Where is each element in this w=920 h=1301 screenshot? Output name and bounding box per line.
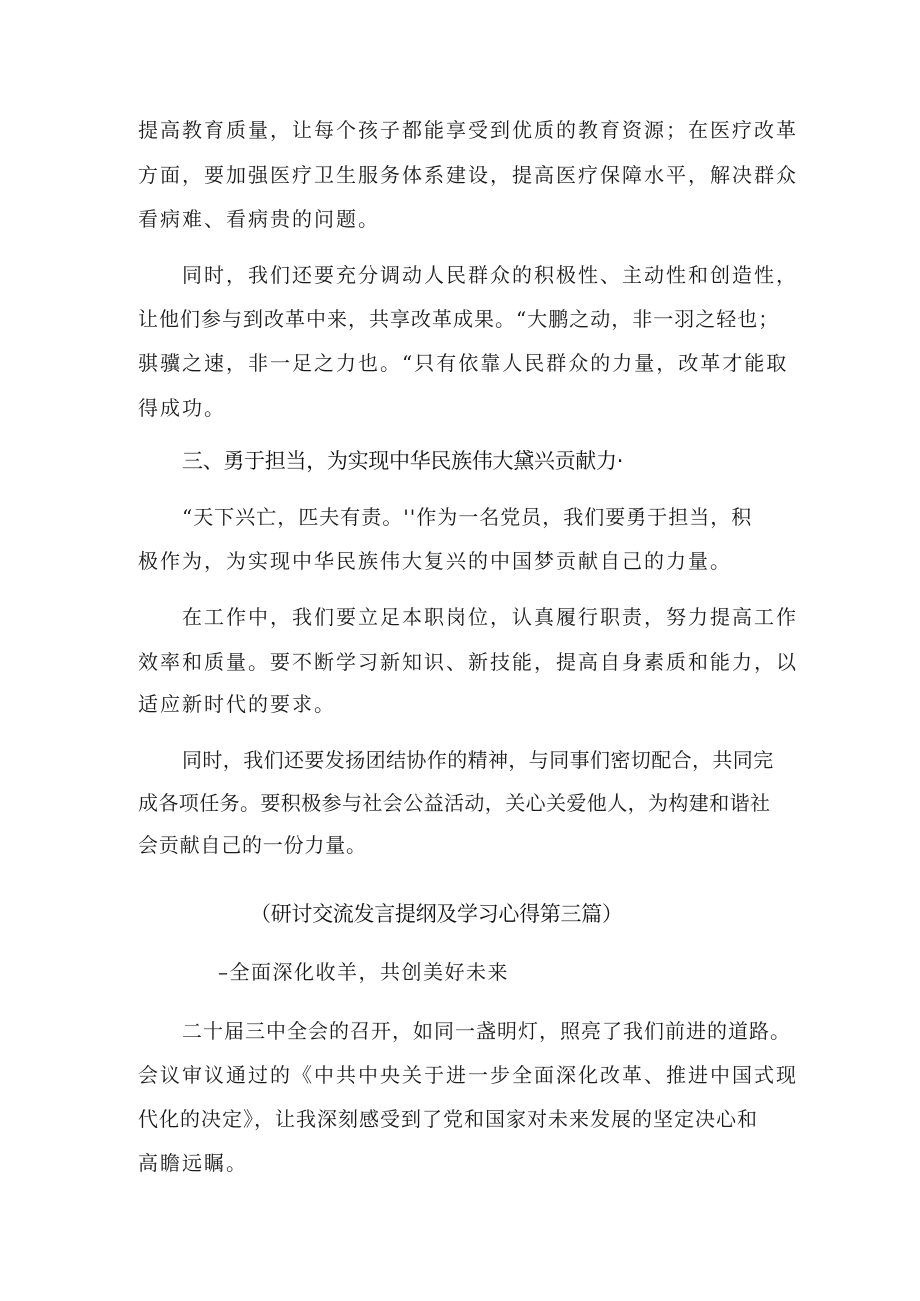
section-heading: 三、勇于担当，为实现中华民族伟大黛兴贡献力· (182, 449, 624, 473)
paragraph-line: 代化的决定》，让我深刻感受到了党和国家对未来发展的坚定决心和 (138, 1107, 758, 1131)
paragraph-line: 同时，我们还要充分调动人民群众的积极性、主动性和创造性， (182, 263, 798, 287)
paragraph-line: 在工作中，我们要立足本职岗位，认真履行职责，努力提高工作 (182, 605, 798, 629)
paragraph-line: 提高教育质量，让每个孩子都能享受到优质的教育资源；在医疗改革 (138, 118, 798, 142)
article-title: （研讨交流发言提纲及学习心得第三篇） (250, 902, 623, 926)
paragraph-line: 极作为，为实现中华民族伟大复兴的中国梦贡献自己的力量。 (138, 549, 732, 573)
paragraph-line: 高瞻远瞩。 (138, 1151, 248, 1175)
paragraph-line: 会贡献自己的一份力量。 (138, 833, 367, 857)
paragraph-line: 方面，要加强医疗卫生服务体系建设，提高医疗保障水平，解决群众 (138, 163, 798, 187)
paragraph-line: 成各项任务。要积极参与社会公益活动，关心关爱他人，为构建和谐社 (138, 791, 771, 815)
paragraph-line: 看病难、看病贵的问题。 (138, 207, 380, 231)
article-subtitle: –全面深化收羊，共创美好未来 (218, 960, 509, 984)
paragraph-line: 会议审议通过的《中共中央关于进一步全面深化改革、推进中国式现 (138, 1063, 798, 1087)
paragraph-line: “天下兴亡，匹夫有责。''作为一名党员，我们要勇于担当，积 (182, 505, 753, 529)
paragraph-line: 效率和质量。要不断学习新知识、新技能，提高自身素质和能力，以 (138, 650, 798, 674)
paragraph-line: 得成功。 (138, 396, 226, 420)
paragraph-line: 骐骥之速，非一足之力也。“只有依靠人民群众的力量，改革才能取 (138, 351, 789, 375)
paragraph-line: 二十届三中全会的召开，如同一盏明灯，照亮了我们前进的道路。 (182, 1019, 791, 1043)
paragraph-line: 适应新时代的要求。 (138, 692, 336, 716)
paragraph-line: 让他们参与到改革中来，共享改革成果。“大鹏之动，非一羽之轻也； (138, 307, 780, 331)
paragraph-line: 同时，我们还要发扬团结协作的精神，与同事们密切配合，共同完 (182, 748, 774, 772)
